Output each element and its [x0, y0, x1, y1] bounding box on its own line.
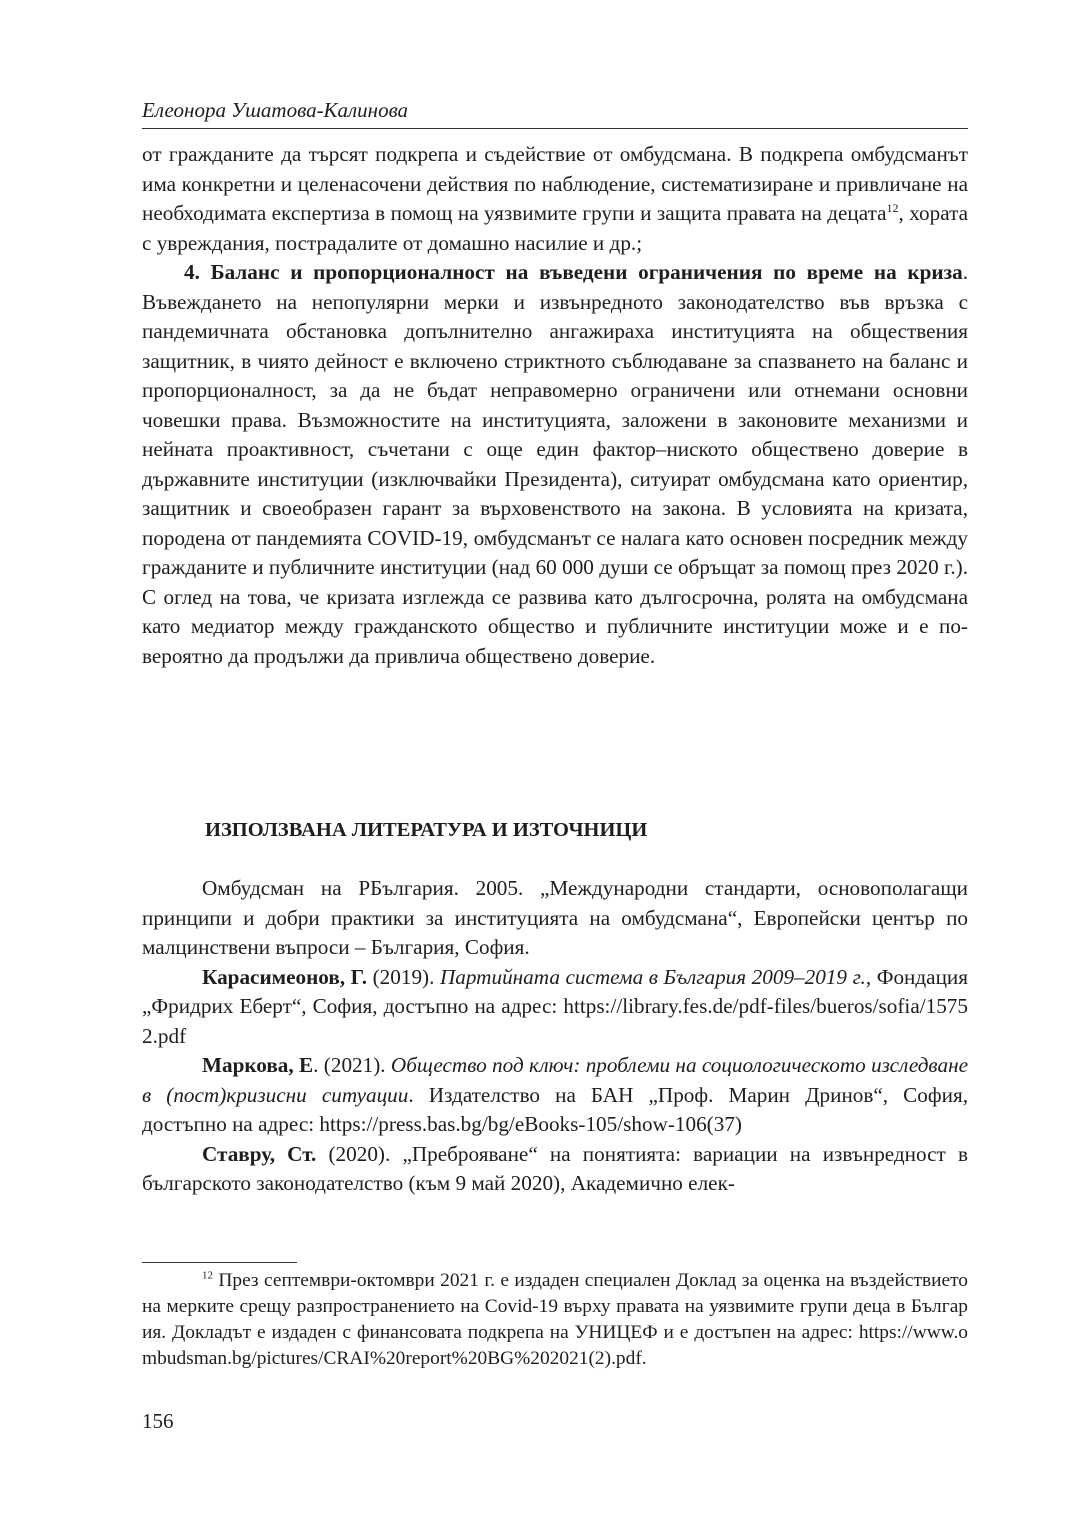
- footnote: [142, 1268, 968, 1372]
- references-heading: ИЗПОЛЗВАНА ЛИТЕРАТУРА И ИЗТОЧНИЦИ: [205, 819, 648, 841]
- reference-author: Ставру, Ст.: [202, 1141, 317, 1166]
- header-rule: [142, 128, 968, 129]
- footnote-text[interactable]: През септември-октомври 2021 г. е издаден специален Доклад за оценка на въздействието на мерките срещу разпространението на Covid-19 върху правата на уязвимите групи деца в България. Докладът е издаден с финансовата подкрепа на УНИЦЕФ и е достъпен на адрес: https://www.ombudsman.bg/pictures/CRAI%20report%20BG%202021(2).pdf.: [142, 1270, 968, 1369]
- reference-item: [142, 1140, 968, 1199]
- paragraph-2-bold-lead: 4. Баланс и пропорционалност на въведени ограничения по време на криза: [184, 260, 963, 284]
- paragraph-2: [142, 258, 968, 671]
- reference-title: Партийната система в България 2009–2019 г.: [439, 964, 866, 989]
- page-number: 156: [142, 1409, 174, 1433]
- reference-item: [142, 963, 968, 1052]
- reference-rest[interactable]: , Фондация „Фридрих Еберт“, София, достъпно на адрес: https://library.fes.de/pdf-files/bueros/sofia/15752.pdf: [142, 964, 968, 1048]
- footnote-ref-12[interactable]: 12: [886, 200, 899, 215]
- running-head: Елеонора Ушатова-Калинова: [142, 98, 409, 122]
- reference-rest: Омбудсман на РБългария. 2005. „Международни стандарти, основополагащи принципи и добри практики за институцията на омбудсмана“, Европейски център по малцинствени въпроси – България, София.: [142, 876, 968, 959]
- paragraph-2-text: . Въвеждането на непопулярни мерки и извънредното законодателство във връзка с пандемичната обстановка допълнително ангажираха институцията на обществения защитник, в чиято дейност е включено стриктното съблюдаване за спазването на баланс и пропорционалност, за да не бъдат неправомерно ограничени или отнемани основни човешки права. Възможностите на институцията, заложени в законовите механизми и нейната проактивност, съчетани с още един фактор–ниското обществено доверие в държавните институции (изключвайки Президента), ситуират омбудсмана като ориентир, защитник и своеобразен гарант за върховенството на закона. В условията на кризата, породена от пандемията COVID-19, омбудсманът се налага като основен посредник между гражданите и публичните институции (над 60 000 души се обръщат за помощ през 2020 г.). С оглед на това, че кризата изглежда се развива като дългосрочна, ролята на омбудсмана като медиатор между гражданското общество и публичните институции може и е по-вероятно да продължи да привлича обществено доверие.: [142, 260, 968, 668]
- paragraph-1-text-a: от гражданите да търсят подкрепа и съдействие от омбудсмана. В подкрепа омбудсманът има конкретни и целенасочени действия по наблюдение, систематизиране и привличане на необходимата експертиза в помощ на уязвимите групи и защита правата на децата: [142, 142, 968, 225]
- reference-rest[interactable]: . Издателство на БАН „Проф. Марин Дринов“, София, достъпно на адрес: https://press.bas.bg/bg/eBooks-105/show-106(37): [142, 1082, 969, 1136]
- reference-author: Маркова, Е: [202, 1053, 314, 1077]
- references-list: [142, 874, 968, 1199]
- paragraph-1: [142, 140, 968, 258]
- reference-title: Общество под ключ: проблеми на социологическото изследване в (пост)кризисни ситуации: [142, 1053, 968, 1107]
- footnote-rule: [142, 1262, 297, 1263]
- reference-author: Карасимеонов, Г.: [202, 964, 368, 989]
- paragraph-1-text-b: , хората с увреждания, пострадалите от домашно насилие и др.;: [142, 201, 968, 255]
- footnote-number: 12: [202, 1269, 213, 1282]
- reference-year: (2020).: [316, 1141, 403, 1166]
- main-text: [142, 140, 968, 671]
- footnote-12: [142, 1268, 968, 1372]
- reference-item: [142, 874, 968, 963]
- reference-year: (2019).: [367, 964, 440, 989]
- reference-year: . (2021).: [313, 1053, 391, 1077]
- reference-item: [142, 1051, 968, 1140]
- reference-rest: „Преброяване“ на понятията: вариации на извънредност в българското законодателство (към 9 май 2020), Академично елек-: [142, 1141, 968, 1195]
